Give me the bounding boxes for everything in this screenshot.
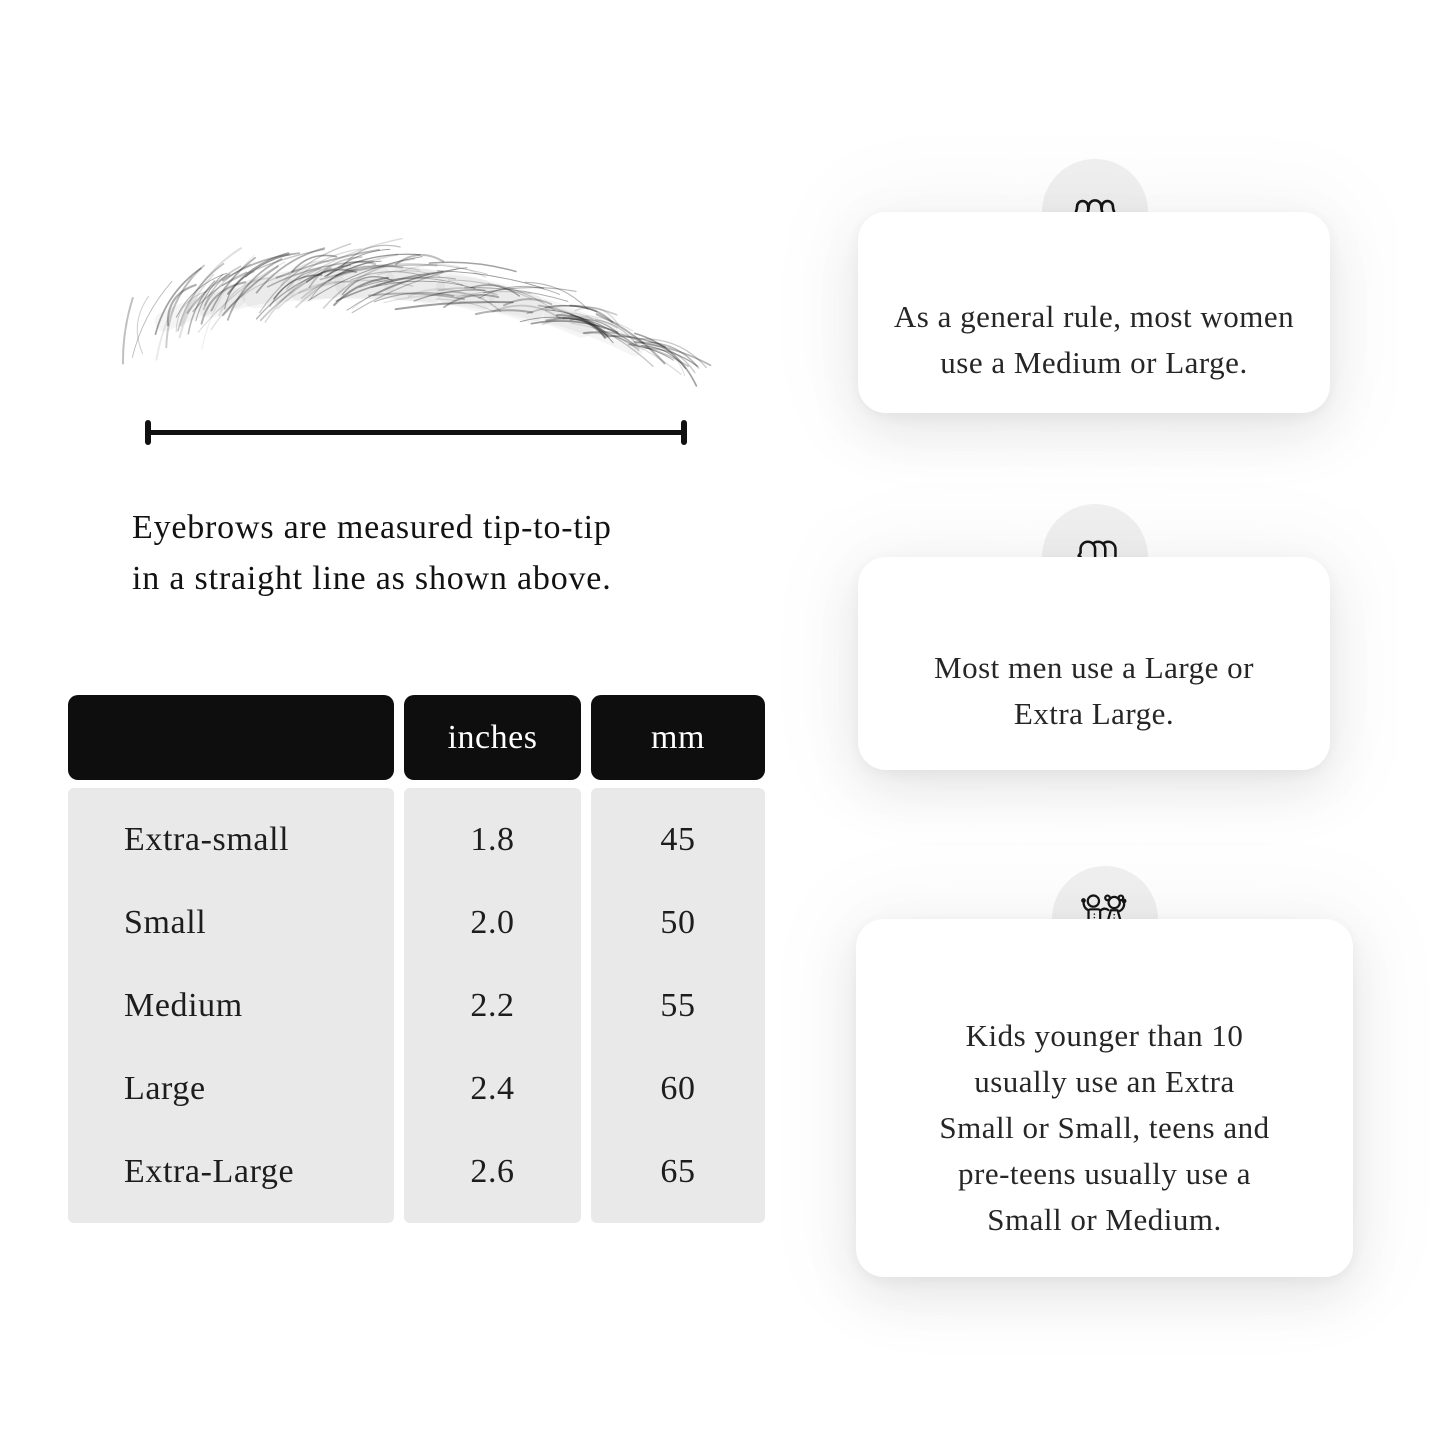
- kids-advice-text: Kids younger than 10 usually use an Extra Small or Small, teens and pre-teens usually use a Small or Medium.: [939, 1018, 1270, 1237]
- inches-cell: 2.0: [470, 903, 515, 941]
- size-column-header: [68, 695, 394, 780]
- mm-cell: 50: [660, 903, 696, 941]
- women-advice-card: [858, 212, 1330, 413]
- size-label-cell: Medium: [124, 986, 243, 1024]
- size-label-cell: Extra-small: [124, 820, 290, 858]
- size-label-cell: Extra-Large: [124, 1152, 295, 1190]
- inches-column-header: inches: [404, 695, 581, 780]
- mm-column-header: mm: [591, 695, 765, 780]
- size-table-body: [68, 788, 765, 1223]
- mm-cell: 55: [660, 986, 696, 1024]
- mm-cell: 60: [660, 1069, 696, 1107]
- kids-advice-card: [856, 919, 1353, 1277]
- mm-column: [591, 788, 765, 1223]
- men-advice-card: [858, 557, 1330, 770]
- size-label-cell: Small: [124, 903, 207, 941]
- inches-cell: 2.6: [470, 1152, 515, 1190]
- inches-cell: 2.4: [470, 1069, 515, 1107]
- caption-line: in a straight line as shown above.: [132, 560, 612, 597]
- measurement-ruler: [147, 430, 685, 435]
- mm-cell: 45: [660, 820, 696, 858]
- eyebrow-illustration: [105, 238, 705, 413]
- inches-cell: 1.8: [470, 820, 515, 858]
- size-table-header: [68, 695, 765, 780]
- men-advice-text: Most men use a Large or Extra Large.: [934, 649, 1254, 731]
- inches-column: [404, 788, 581, 1223]
- size-label-cell: Large: [124, 1069, 206, 1107]
- inches-cell: 2.2: [470, 986, 515, 1024]
- size-label-column: [68, 788, 394, 1223]
- women-advice-text: As a general rule, most women use a Medium or Large.: [893, 298, 1295, 380]
- mm-cell: 65: [660, 1152, 696, 1190]
- measurement-caption: [132, 502, 612, 604]
- caption-line: Eyebrows are measured tip-to-tip: [132, 509, 612, 546]
